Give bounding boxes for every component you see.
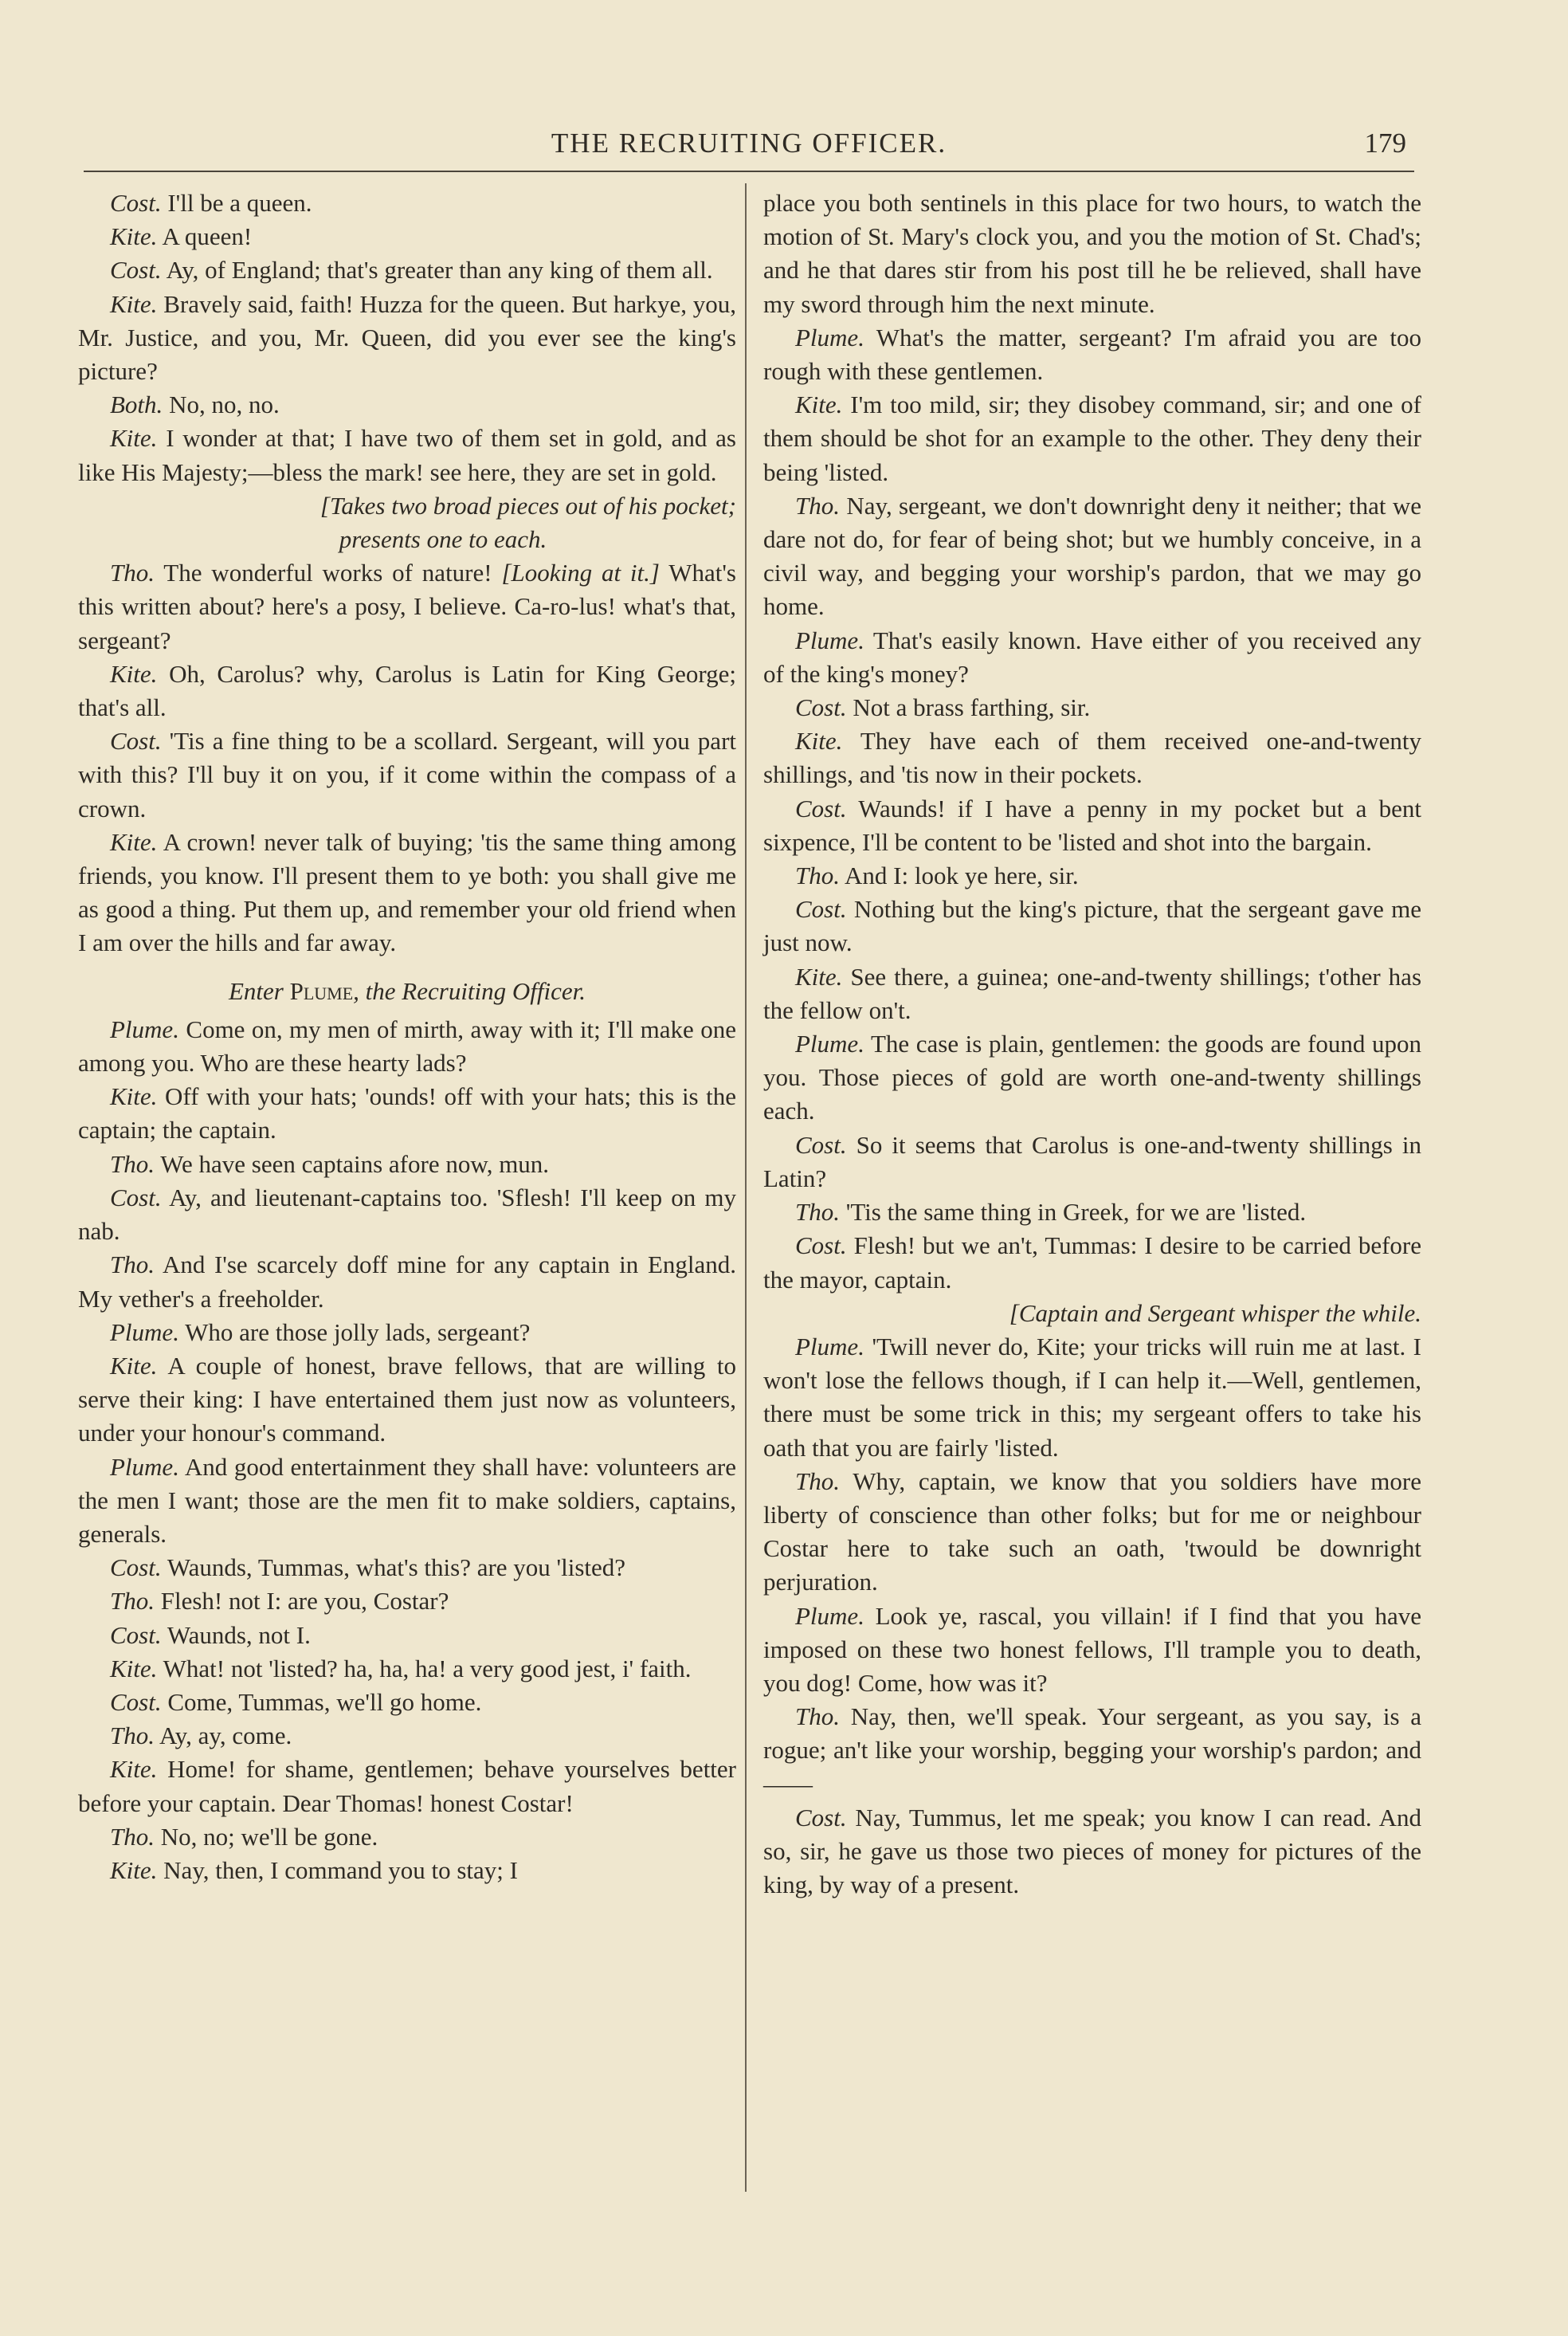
speech: Kite. What! not 'listed? ha, ha, ha! a very good jest, i' faith. bbox=[110, 1654, 692, 1682]
speech: Tho. 'Tis the same thing in Greek, for we are 'listed. bbox=[795, 1198, 1307, 1227]
speech: Tho. No, no; we'll be gone. bbox=[110, 1822, 378, 1851]
speech: Kite. They have each of them received one-and-twenty shillings, and 'tis now in their pockets. bbox=[763, 727, 1421, 789]
speech: Cost. 'Tis a fine thing to be a scollard. Sergeant, will you part with this? I'll buy it on you, if it come within the compass of a crown. bbox=[78, 727, 737, 823]
speech: Kite. A couple of honest, brave fellows, that are willing to serve their king: I have entertained them just now as volunteers, under your honour's command. bbox=[78, 1351, 737, 1447]
running-header bbox=[84, 128, 1414, 172]
speech: Kite. A queen! bbox=[110, 222, 253, 251]
speech: Cost. I'll be a queen. bbox=[110, 189, 312, 217]
speech: Kite. Home! for shame, gentlemen; behave yourselves better before your captain. Dear Thomas! honest Costar! bbox=[78, 1755, 736, 1817]
speech: Both. No, no, no. bbox=[110, 391, 280, 419]
speech: Cost. Waunds, not I. bbox=[110, 1620, 311, 1649]
speech: Cost. Waunds, Tummas, what's this? are you 'listed? bbox=[110, 1553, 626, 1582]
speech: Cost. Ay, and lieutenant-captains too. 'Sflesh! I'll keep on my nab. bbox=[78, 1183, 736, 1246]
speech: Kite. I wonder at that; I have two of them set in gold, and as like His Majesty;—bless the mark! see here, they are set in gold. bbox=[78, 424, 736, 486]
speech: Plume. Who are those jolly lads, sergeant? bbox=[110, 1317, 531, 1346]
speech: Plume. Come on, my men of mirth, away with it; I'll make one among you. Who are these hearty lads? bbox=[78, 1015, 737, 1078]
column-divider bbox=[745, 183, 747, 2192]
speech: Plume. What's the matter, sergeant? I'm afraid you are too rough with these gentlemen. bbox=[763, 323, 1421, 386]
speech: Tho. Flesh! not I: are you, Costar? bbox=[110, 1587, 449, 1616]
left-column bbox=[78, 186, 736, 1887]
page-number: 179 bbox=[1364, 128, 1406, 159]
speech: Cost. Nothing but the king's picture, that the sergeant gave me just now. bbox=[763, 895, 1421, 957]
speech: Plume. And good entertainment they shall have: volunteers are the men I want; those are the men fit to make soldiers, captains, generals. bbox=[78, 1452, 736, 1548]
stage-direction: [Takes two broad pieces out of his pocket; presents one to each. bbox=[319, 491, 736, 554]
speech: Tho. Nay, then, we'll speak. Your sergeant, as you say, is a rogue; an't like your worship, begging your worship's pardon; and—— bbox=[763, 1702, 1422, 1798]
stage-entrance: Enter Plume, the Recruiting Officer. bbox=[228, 976, 586, 1005]
speech: Kite. Oh, Carolus? why, Carolus is Latin for King George; that's all. bbox=[78, 659, 737, 722]
speech: Tho. We have seen captains afore now, mun. bbox=[110, 1149, 550, 1178]
speech: Plume. Look ye, rascal, you villain! if I find that you have imposed on these two honest fellows, I'll trample you to death, you dog! Come, how was it? bbox=[763, 1601, 1421, 1697]
speech: Kite. I'm too mild, sir; they disobey command, sir; and one of them should be shot for an example to the other. They deny their being 'listed. bbox=[763, 391, 1422, 486]
running-title: THE RECRUITING OFFICER. bbox=[551, 128, 947, 159]
speech: Cost. Not a brass farthing, sir. bbox=[795, 693, 1091, 722]
speech: Kite. Off with your hats; 'ounds! off with your hats; this is the captain; the captain. bbox=[78, 1082, 737, 1144]
speech: Kite. A crown! never talk of buying; 'tis the same thing among friends, you know. I'll present them to ye both: you shall give me as good a thing. Put them up, and remember your old friend when I am over the hills and far away. bbox=[78, 827, 736, 957]
speech: Kite. Bravely said, faith! Huzza for the queen. But harkye, you, Mr. Justice, and you, Mr. Queen, did you ever see the king's picture? bbox=[78, 289, 736, 386]
speech: Tho. And I: look ye here, sir. bbox=[795, 862, 1079, 890]
speech: Cost. Come, Tummas, we'll go home. bbox=[110, 1687, 482, 1716]
speech: Tho. Nay, sergeant, we don't downright deny it neither; that we dare not do, for fear of being shot; but we humbly conceive, in a civil way, and begging your worship's pardon, that we may go home. bbox=[763, 491, 1421, 621]
speech: Kite. Nay, then, I command you to stay; I bbox=[110, 1855, 518, 1884]
speech: Plume. That's easily known. Have either of you received any of the king's money? bbox=[763, 626, 1421, 688]
speech-continuation: place you both sentinels in this place for two hours, to watch the motion of St. Mary's clock you, and you the motion of St. Chad's; and he that dares stir from his post till he be relieved, shall have my sword through him the next minute. bbox=[763, 189, 1421, 318]
speech: Cost. So it seems that Carolus is one-and-twenty shillings in Latin? bbox=[763, 1130, 1422, 1192]
speech: Cost. Nay, Tummus, let me speak; you know I can read. And so, sir, he gave us those two pieces of money for pictures of the king, by way of a present. bbox=[763, 1803, 1422, 1899]
speech: Tho. Ay, ay, come. bbox=[110, 1722, 292, 1750]
right-column bbox=[763, 186, 1421, 1902]
speech: Kite. See there, a guinea; one-and-twenty shillings; t'other has the fellow on't. bbox=[763, 962, 1422, 1024]
speech: Plume. 'Twill never do, Kite; your tricks will ruin me at last. I won't lose the fellows though, if I can help it.—Well, gentlemen, there must be some trick in this; my sergeant offers to take his oath that you are fairly 'listed. bbox=[763, 1332, 1422, 1462]
speech: Tho. And I'se scarcely doff mine for any captain in England. My vether's a freeholder. bbox=[78, 1250, 736, 1313]
speech: Tho. Why, captain, we know that you soldiers have more liberty of conscience than other folks; but for me or neighbour Costar here to take such an oath, 'twould be downright perjuration. bbox=[763, 1466, 1421, 1596]
speech: Plume. The case is plain, gentlemen: the goods are found upon you. Those pieces of gold are worth one-and-twenty shillings each. bbox=[763, 1030, 1421, 1125]
stage-direction: [Captain and Sergeant whisper the while. bbox=[1009, 1298, 1421, 1327]
speech: Cost. Ay, of England; that's greater than any king of them all. bbox=[110, 256, 713, 285]
speech: Cost. Flesh! but we an't, Tummas: I desire to be carried before the mayor, captain. bbox=[763, 1231, 1421, 1294]
speech: Cost. Waunds! if I have a penny in my pocket but a bent sixpence, I'll be content to be 'listed and shot into the bargain. bbox=[763, 794, 1421, 856]
speech: Tho. The wonderful works of nature! [Looking at it.] What's this written about? here's a posy, I believe. Ca-ro-lus! what's that, sergeant? bbox=[78, 559, 736, 654]
